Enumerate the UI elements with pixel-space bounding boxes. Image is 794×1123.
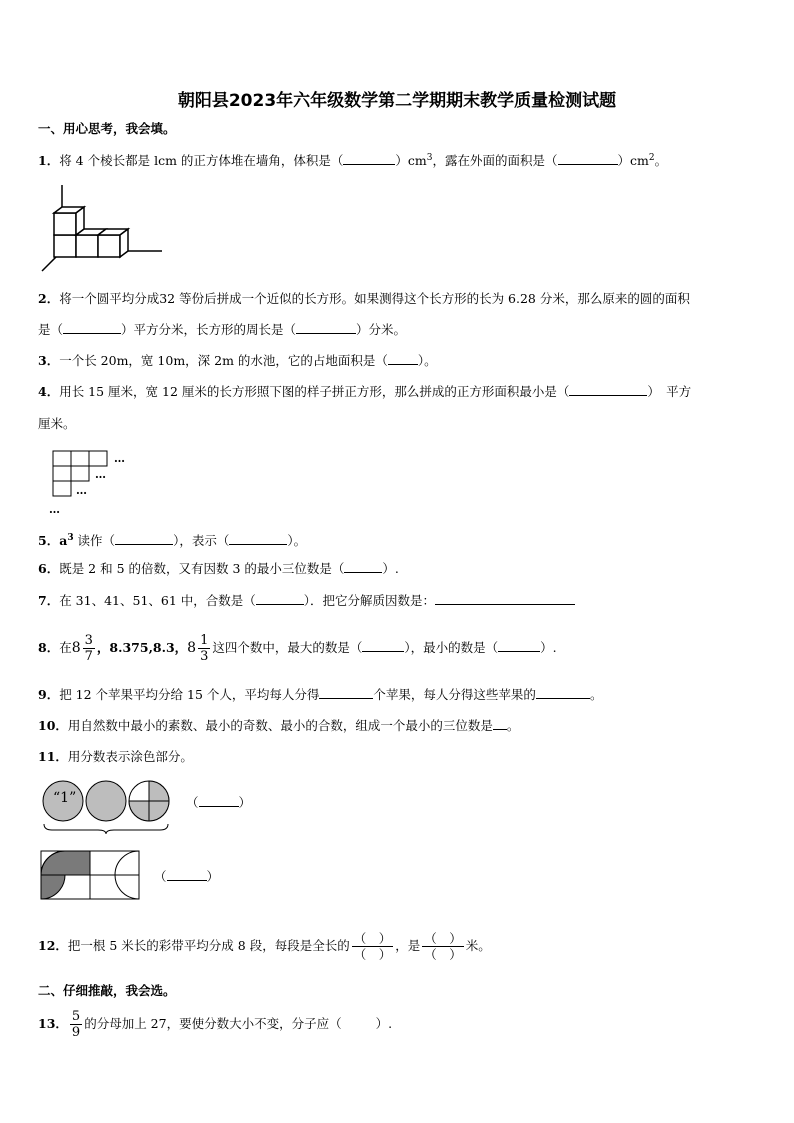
q11-blank-1[interactable] [199, 794, 239, 807]
q8-den-1: 7 [84, 649, 93, 664]
q1-blank-2[interactable] [558, 152, 618, 165]
q8-text-c: 这四个数中，最大的数是（ [212, 640, 363, 655]
q5-blank-2[interactable] [229, 532, 287, 545]
q9-text-b: 个苹果，每人分得这些苹果的 [373, 687, 536, 702]
q1-sup-1: 3 [426, 153, 433, 163]
q11-ans2-close: ） [206, 869, 220, 884]
q8-number: 8． [38, 640, 60, 655]
q11-ans1-close: ） [238, 795, 252, 810]
q11-number: 11． [38, 749, 68, 764]
q2-text-2a: 是（ [38, 322, 64, 337]
q7-text-a: 在 31、41、51、61 中，合数是（ [59, 593, 256, 608]
question-9 [38, 686, 602, 704]
q1-blank-1[interactable] [343, 152, 395, 165]
q2-text-2c: ）分米。 [356, 322, 407, 337]
question-4-line-2: 厘米。 [38, 416, 76, 431]
q8-blank-2[interactable] [498, 639, 540, 652]
q3-text-a: 一个长 20m，宽 10m，深 2m 的水池，它的占地面积是（ [59, 353, 388, 368]
q2-number: 2． [38, 291, 60, 306]
q1-text-c: ，露在外面的面积是（ [432, 153, 558, 169]
q5-text-d: ）。 [287, 533, 307, 549]
q12-number: 12． [38, 938, 68, 953]
q12-text-c: 米。 [465, 938, 491, 953]
q11-blank-2[interactable] [167, 868, 207, 881]
q11-circles-figure [38, 780, 178, 836]
question-7 [38, 592, 575, 610]
q6-text-a: 既是 2 和 5 的倍数，又有因数 3 的最小三位数是（ [59, 561, 345, 576]
q6-text-b: ）. [382, 561, 399, 576]
q3-number: 3． [38, 353, 60, 368]
question-12 [38, 928, 491, 964]
q8-blank-1[interactable] [362, 639, 404, 652]
question-10 [38, 717, 519, 735]
q7-blank-2[interactable] [435, 592, 575, 605]
q11-quarter-1 [129, 801, 149, 821]
q8-fraction-1 [83, 633, 95, 664]
q7-text-b: ）．把它分解质因数是： [303, 593, 436, 608]
question-2-line-2 [38, 321, 406, 339]
q13-den: 9 [71, 1025, 81, 1040]
q11-unit-label: “1” [53, 790, 77, 806]
q1-text-b: ）cm [395, 153, 427, 169]
q4-text-1a: 用长 15 厘米，宽 12 厘米的长方形照下图的样子拼正方形，那么拼成的正方形面积最小是（ [59, 384, 570, 399]
q8-text-b: ，8.375,8.3， [96, 640, 188, 655]
q8-text-d: ），最小的数是（ [404, 640, 499, 655]
q10-number: 10． [38, 718, 68, 733]
q11-rectangle-figure [40, 850, 142, 902]
q9-blank-1[interactable] [319, 686, 373, 699]
q11-brace [44, 824, 168, 834]
q4-dots-1: … [114, 452, 125, 465]
q11-text-a: 用分数表示涂色部分。 [67, 749, 193, 764]
q5-text-c: ），表示（ [173, 533, 230, 549]
q13-text-b: ）. [375, 1016, 393, 1031]
q12-frac2-den[interactable]: （ ） [424, 947, 462, 962]
q11-answer-1 [186, 794, 251, 812]
q8-text-a: 在 [59, 640, 72, 655]
q12-frac1-den[interactable]: （ ） [353, 947, 392, 962]
q5-number: 5． [38, 533, 60, 549]
q3-blank[interactable] [388, 352, 418, 365]
q2-blank-1[interactable] [63, 321, 121, 334]
q12-fraction-1[interactable] [352, 931, 394, 962]
question-3 [38, 352, 437, 370]
q12-text-a: 把一根 5 米长的彩带平均分成 8 段，每段是全长的 [67, 938, 350, 953]
q13-number: 13． [38, 1016, 68, 1031]
question-4-line-1 [38, 383, 691, 401]
q5-sup: 3 [67, 533, 74, 543]
question-13 [38, 1006, 392, 1042]
q4-dots-2: … [95, 468, 106, 481]
q10-text-a: 用自然数中最小的素数、最小的奇数、最小的合数，组成一个最小的三位数是 [67, 718, 493, 733]
q9-number: 9． [38, 687, 60, 702]
q11-circle-2 [86, 781, 126, 821]
q6-number: 6． [38, 561, 60, 576]
q8-text-e: ）. [540, 640, 557, 655]
q7-number: 7． [38, 593, 60, 608]
q13-text-a: 的分母加上 27，要使分数大小不变，分子应（ [84, 1016, 342, 1031]
q1-text-e: 。 [654, 153, 668, 169]
q8-num-1: 3 [84, 633, 93, 648]
q11-answer-2 [154, 868, 219, 886]
q5-text-b: 读作（ [73, 533, 116, 549]
q5-var: a [59, 533, 68, 549]
question-5 [38, 529, 306, 550]
q4-number: 4． [38, 384, 60, 399]
question-11 [38, 748, 193, 766]
q2-text-1: 将一个圆平均分成32 等份后拼成一个近似的长方形。如果测得这个长方形的长为 6.28 分米，那么原来的圆的面积 [59, 291, 690, 306]
q13-fraction [70, 1009, 82, 1040]
q11-quarter-3 [149, 781, 169, 801]
q13-num: 5 [71, 1009, 81, 1024]
q1-sup-2: 2 [648, 153, 655, 163]
q12-text-b: ，是 [395, 938, 421, 953]
q8-fraction-2 [198, 633, 210, 664]
section-1-heading: 一、用心思考，我会填。 [38, 121, 176, 136]
q5-blank-1[interactable] [115, 532, 173, 545]
q1-cube-figure [38, 183, 166, 275]
q1-text-d: ）cm [617, 153, 649, 169]
q10-blank[interactable] [493, 717, 507, 730]
q12-frac1-num[interactable]: （ ） [353, 931, 392, 946]
q1-text-a: 将 4 个棱长都是 lcm 的正方体堆在墙角，体积是（ [59, 153, 344, 169]
q2-text-2b: ）平方分米，长方形的周长是（ [121, 322, 297, 337]
q9-text-c: 。 [589, 687, 603, 702]
q9-text-a: 把 12 个苹果平均分给 15 个人，平均每人分得 [59, 687, 320, 702]
section-2-heading: 二、仔细推敲，我会选。 [38, 983, 176, 998]
q8-whole-2: 8 [187, 640, 197, 656]
question-1 [38, 149, 667, 170]
q8-den-2: 3 [200, 649, 209, 664]
q6-blank[interactable] [344, 560, 382, 573]
q4-dots-4: … [49, 503, 60, 516]
q8-whole-1: 8 [71, 640, 81, 656]
q4-blank[interactable] [569, 383, 647, 396]
q9-blank-2[interactable] [536, 686, 590, 699]
q8-num-2: 1 [200, 633, 209, 648]
q7-blank-1[interactable] [256, 592, 304, 605]
q11-ans1-open: （ [186, 795, 199, 810]
question-6 [38, 560, 399, 578]
q11-quarter-2 [149, 801, 169, 821]
q1-number: 1． [38, 153, 60, 169]
q4-text-1b: ） 平方 [647, 384, 692, 399]
question-8 [38, 630, 557, 666]
page-title: 朝阳县2023年六年级数学第二学期期末教学质量检测试题 [177, 91, 617, 111]
q11-ans2-open: （ [154, 869, 167, 884]
q4-dots-3: … [76, 484, 87, 497]
question-2-line-1 [38, 290, 690, 308]
q2-blank-2[interactable] [296, 321, 356, 334]
q10-text-b: 。 [506, 718, 520, 733]
q12-frac2-num[interactable]: （ ） [424, 931, 462, 946]
q3-text-b: ）。 [417, 353, 437, 368]
q12-fraction-2[interactable] [422, 931, 464, 962]
